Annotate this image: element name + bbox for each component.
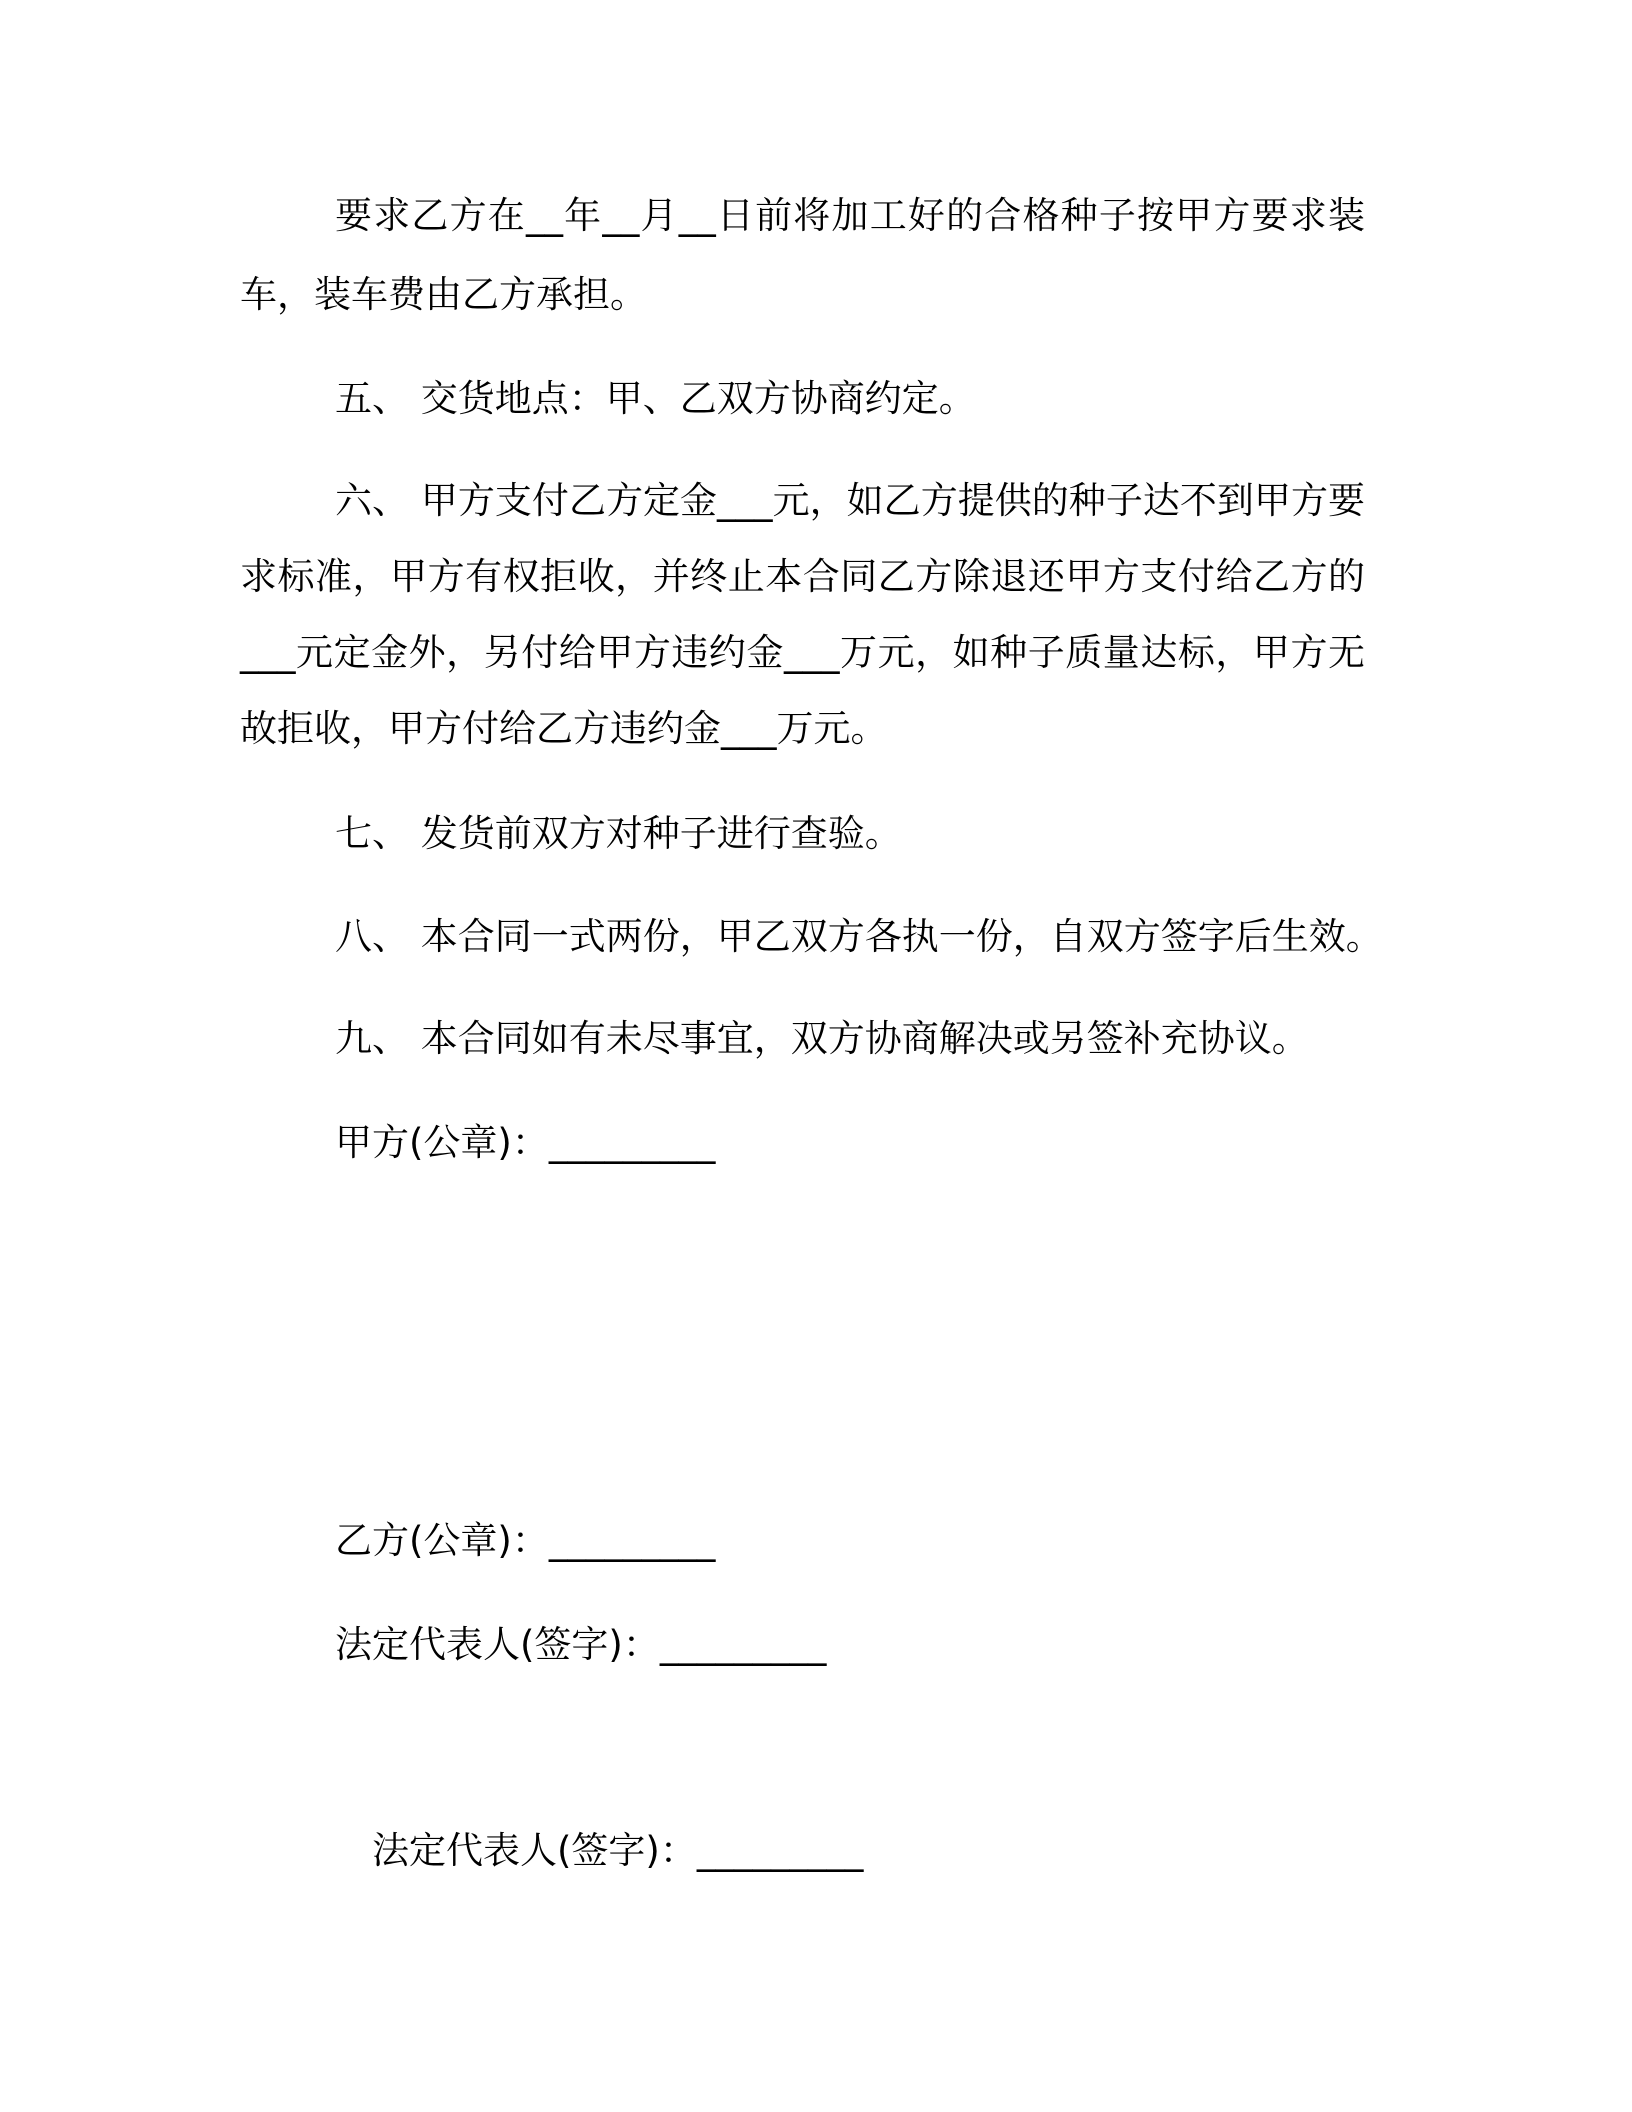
legal-representative-signature-line-2: 法定代表人(签字)：_________ bbox=[372, 1829, 864, 1872]
clause-9: 九、 本合同如有未尽事宜，双方协商解决或另签补充协议。 bbox=[335, 1017, 1309, 1060]
party-b-seal-line: 乙方(公章)：_________ bbox=[335, 1519, 716, 1562]
party-a-seal-line: 甲方(公章)：_________ bbox=[335, 1121, 716, 1164]
clause-6-line-4: 故拒收，甲方付给乙方违约金___万元。 bbox=[240, 707, 888, 750]
clause-6-line-3: ___元定金外，另付给甲方违约金___万元，如种子质量达标，甲方无 bbox=[240, 631, 1365, 674]
clause-6-line-1: 六、 甲方支付乙方定金___元，如乙方提供的种子达不到甲方要 bbox=[335, 479, 1365, 522]
clause-6-line-2: 求标准，甲方有权拒收，并终止本合同乙方除退还甲方支付给乙方的 bbox=[240, 555, 1365, 598]
clause-8: 八、 本合同一式两份，甲乙双方各执一份，自双方签字后生效。 bbox=[335, 915, 1383, 958]
clause-4-line-1: 要求乙方在__年__月__日前将加工好的合格种子按甲方要求装 bbox=[335, 194, 1365, 237]
clause-4-line-2: 车，装车费由乙方承担。 bbox=[240, 273, 647, 316]
clause-7: 七、 发货前双方对种子进行查验。 bbox=[335, 812, 902, 855]
legal-representative-signature-line: 法定代表人(签字)：_________ bbox=[335, 1623, 827, 1666]
clause-5: 五、 交货地点：甲、乙双方协商约定。 bbox=[335, 377, 976, 420]
